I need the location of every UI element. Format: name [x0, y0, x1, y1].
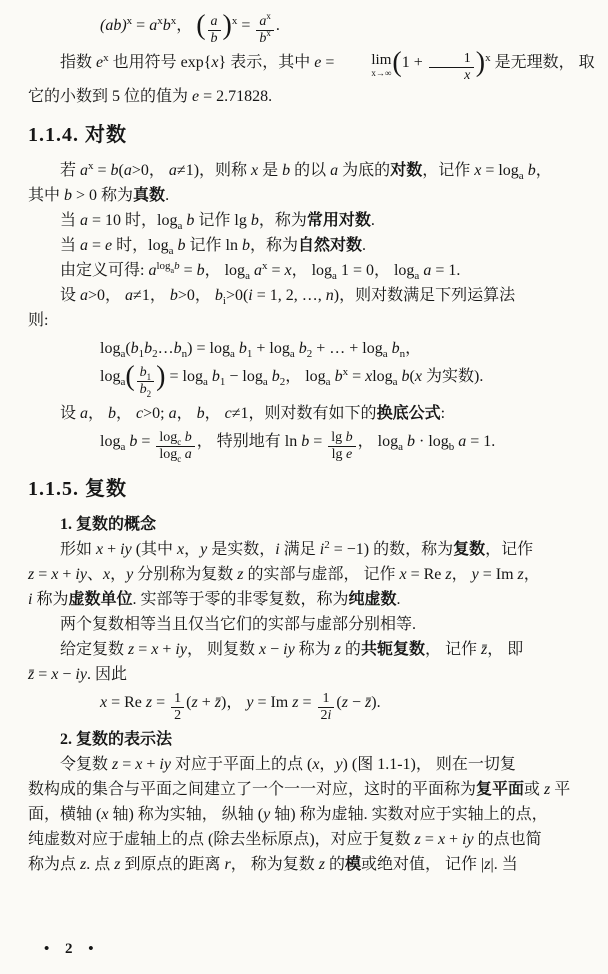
bold-term: 纯虚数: [348, 591, 397, 609]
math-var: z: [341, 694, 348, 712]
math-var: b: [210, 31, 218, 46]
math-var: a: [168, 162, 177, 180]
math-var: a: [210, 13, 218, 29]
math-var: b: [397, 368, 410, 386]
para-exp-notation-line1: 指数 $e^x$ 也用符号 exp{x} 表示，其中 e = lim x→∞ (1 + $\frac{1}{x}$ )$^x$ 是无理数， 取: [60, 47, 595, 84]
page-number: • 2 •: [44, 941, 100, 957]
math-var: a: [148, 262, 157, 280]
formula-re-im: x = Re z = $\frac{1}{2}$ (z + z̄)， y = Im z = $\frac{1}{2i}$ (z − z̄).: [100, 691, 381, 724]
fraction: $\frac{\text{lg b}}{\text{lg e}}$: [326, 430, 357, 463]
math-var: z̄: [480, 641, 488, 659]
math-var: x: [101, 806, 109, 824]
math-var: y: [335, 756, 343, 774]
bold-term: 真数: [133, 187, 166, 205]
para-complex-equality: 两个复数相等当且仅当它们的实部与虚部分别相等.: [60, 616, 417, 634]
math-var: b: [173, 340, 182, 358]
math-var: x: [100, 694, 108, 712]
bold-term: 换底公式: [376, 405, 441, 423]
math-var: y: [471, 566, 479, 584]
math-var: a: [149, 17, 158, 34]
math-var: b: [214, 287, 223, 305]
math-var: a: [80, 405, 89, 423]
math-var: b: [182, 212, 195, 230]
big-paren: ): [475, 47, 486, 79]
math-var: e: [192, 88, 200, 106]
math-var: b: [130, 340, 139, 358]
math-var: b: [234, 340, 247, 358]
para-complex-plane-line5: 称为点 z. 点 z 到原点的距离 r， 称为复数 z 的模或绝对值， 记作 |z|. 当: [28, 856, 518, 874]
math-var: b: [241, 237, 250, 255]
math-var: b: [259, 31, 267, 46]
para-change-of-base-intro: 设 a， b， c>0; a， b， c≠1，则对数有如下的换底公式:: [60, 405, 446, 423]
math-var: z: [128, 641, 135, 659]
math-var: b: [108, 405, 117, 423]
math-var: z: [544, 781, 551, 799]
math-var: iy: [75, 566, 87, 584]
big-paren: (: [125, 361, 135, 393]
big-paren: (: [196, 10, 206, 41]
math-var: b: [139, 365, 147, 381]
math-var: iy: [462, 831, 474, 849]
math-var: a: [330, 162, 339, 180]
math-var: y: [263, 806, 271, 824]
math-var: x: [51, 566, 59, 584]
para-complex-plane-line2: 数构成的集合与平面之间建立了一个一一对应，这时的平面称为复平面或 z 平: [28, 781, 571, 799]
math-var: z: [292, 694, 299, 712]
math-var: z: [517, 566, 524, 584]
math-var: b: [196, 405, 205, 423]
bold-term: 模: [345, 856, 362, 874]
math-var: b: [267, 368, 280, 386]
fraction: $\frac{b_1}{b_2}$: [135, 365, 157, 398]
math-var: i: [327, 708, 332, 724]
math-var: z: [80, 856, 87, 874]
math-var: b: [523, 162, 536, 180]
para-log-definition-line2: 其中 b > 0 称为真数.: [28, 187, 170, 205]
para-complex-def-line2: z = x + iy、x，y 分别称为复数 z 的实部与虚部， 记作 x = Re z， y = Im z，: [28, 566, 540, 584]
para-complex-plane-line4: 纯虚数对应于虚轴上的点 (除去坐标原点)，对应于复数 z = x + iy 的点也简: [28, 831, 542, 849]
math-var: x: [177, 541, 185, 559]
math-var: a: [80, 237, 89, 255]
math-var: i: [319, 541, 325, 559]
para-conjugate-line1: 给定复数 z = x + iy， 则复数 x − iy 称为 z 的共轭复数， 记作 z̄， 即: [60, 641, 524, 659]
math-var: x: [96, 541, 104, 559]
bold-term: 共轭复数: [360, 641, 425, 659]
math-var: b: [125, 433, 138, 451]
math-var: z: [334, 641, 341, 659]
math-var: b: [169, 287, 178, 305]
math-var: a: [259, 13, 267, 29]
math-var: a: [181, 447, 192, 463]
math-var: n: [325, 287, 334, 305]
fraction: $\frac{1}{2i}$: [316, 691, 337, 724]
bold-term: 复平面: [476, 781, 525, 799]
math-var: x: [51, 666, 59, 684]
bold-term: 自然对数: [297, 237, 362, 255]
math-var: b: [330, 368, 343, 386]
para-exp-notation-line2: 它的小数到 5 位的值为 e = 2.71828.: [28, 88, 273, 106]
math-var: z: [318, 856, 325, 874]
math-var: b: [294, 340, 307, 358]
math-var: x: [312, 756, 320, 774]
math-var: a: [123, 162, 132, 180]
math-var: x: [464, 68, 471, 84]
math-var: x: [414, 368, 422, 386]
limit-operator: lim x→∞: [371, 52, 392, 79]
bold-term: 常用对数: [306, 212, 371, 230]
math-var: b: [174, 260, 180, 273]
big-paren: ): [222, 10, 232, 41]
math-var: b: [64, 187, 73, 205]
para-log-definition-line1: 若 $a^x = b(a>0$， a≠1)，则称 x 是 b 的以 a 为底的对数，记作 $x = \log_a b$，: [60, 160, 552, 183]
fraction: $\frac{1}{2}$: [169, 691, 186, 724]
big-paren: ): [156, 361, 166, 393]
math-var: b: [402, 433, 415, 451]
math-var: z: [237, 566, 244, 584]
fraction: $\frac{1}{x}$: [427, 51, 476, 84]
math-var: z: [145, 694, 153, 712]
fraction: [206, 14, 223, 47]
math-var: a: [168, 405, 177, 423]
math-var: r: [224, 856, 231, 874]
math-var: x: [437, 831, 446, 849]
math-var: x: [474, 162, 482, 180]
math-var: a: [125, 287, 134, 305]
para-common-log: 当 a = 10 时，$\log_a b$ 记作 lg b，称为常用对数.: [60, 212, 375, 233]
math-var: z: [191, 694, 198, 712]
math-var: z: [28, 566, 35, 584]
math-var: b: [181, 430, 192, 446]
math-var: z̄: [365, 694, 372, 712]
math-var: b: [139, 382, 147, 398]
math-var: x: [211, 54, 219, 72]
para-complex-plane-line1: 令复数 z = x + iy 对应于平面上的点 (x，y) (图 1.1-1)， 则在一切复: [60, 756, 516, 774]
para-conjugate-line2: z̄ = x − iy. 因此: [28, 666, 127, 684]
formula-change-of-base: $\log_a b$ = $\frac{\log_c b}{\log_c a}$ ， 特别地有 ln b = $\frac{\text{lg b}}{\text{lg e}}$ ， $\log_a b \cdot \log_b a = 1$.: [100, 430, 496, 465]
math-var: iy: [159, 756, 171, 774]
math-var: a: [80, 287, 89, 305]
para-log-rules-intro-line1: 设 a>0， a≠1， b>0， $b_i>0(i = 1$, 2, …, n)，则对数满足下列运算法: [60, 287, 516, 308]
math-var: x: [135, 756, 143, 774]
math-var: e: [314, 54, 322, 72]
big-paren: (: [392, 47, 402, 79]
math-var: x: [365, 368, 373, 386]
para-complex-def-line1: 形如 x + iy (其中 x，y 是实数，i 满足 $i^2 = -1$) 的数，称为复数，记作: [60, 539, 534, 559]
subheading-complex-concept: 1. 复数的概念: [60, 516, 157, 534]
math-var: (ab): [100, 17, 127, 34]
math-var: b: [207, 368, 220, 386]
math-var: x: [399, 566, 407, 584]
math-var: b: [301, 433, 310, 451]
math-var: x: [251, 162, 259, 180]
math-var: iy: [283, 641, 295, 659]
math-var: i: [248, 287, 253, 305]
math-var: c: [136, 405, 144, 423]
fraction: $\frac{a^x}{b^x}$: [254, 14, 276, 47]
math-var: a: [419, 262, 432, 280]
fraction: $\frac{\log_c b}{\log_c a}$: [154, 430, 196, 463]
math-var: x: [258, 641, 267, 659]
math-var: z̄: [28, 666, 35, 684]
math-var: a: [80, 212, 89, 230]
math-var: a: [454, 433, 467, 451]
para-complex-def-line3: i 称为虚数单位. 实部等于零的非零复数，称为纯虚数.: [28, 591, 401, 609]
math-var: e: [346, 447, 353, 463]
math-var: iy: [120, 541, 132, 559]
para-log-identities: 由定义可得: $a^{log_ab} = b$， $\log_a a^x = x$， $\log_a 1 = 0$， $\log_a a = 1$.: [60, 260, 461, 283]
para-natural-log: 当 a = e 时，$\log_a b$ 记作 ln b，称为自然对数.: [60, 237, 366, 258]
math-var: z: [445, 566, 452, 584]
bold-term: 复数: [453, 541, 486, 559]
bold-term: 对数: [390, 162, 423, 180]
math-var: b: [196, 262, 205, 280]
math-var: y: [200, 541, 208, 559]
math-var: b: [345, 430, 353, 446]
formula-log-product: $\log_a(b_1b_2\dots b_n) = \log_a b_1 + \log_a b_2$ + … + $\log_a b_n$，: [100, 340, 422, 361]
math-var: iy: [175, 641, 187, 659]
math-var: iy: [75, 666, 87, 684]
math-var: b: [282, 162, 291, 180]
math-var: i: [275, 541, 280, 559]
math-var: a: [80, 162, 89, 180]
math-var: b: [110, 162, 119, 180]
math-var: i: [28, 591, 33, 609]
heading-1-1-4-logarithm: 1.1.4. 对数: [28, 124, 127, 147]
math-var: b: [387, 340, 400, 358]
math-var: a: [249, 262, 262, 280]
math-var: x: [284, 262, 292, 280]
math-var: x: [102, 566, 111, 584]
bold-term: 虚数单位: [68, 591, 133, 609]
math-var: z: [112, 756, 119, 774]
formula-log-quotient-power: $\log_a$( $\frac{b_1}{b_2}$ ) = $\log_a b_1 - \log_a b_2$， $\log_a b^x = xlog_a$ b(x 为实数).: [100, 361, 484, 400]
math-var: e: [105, 237, 113, 255]
math-var: b: [173, 237, 186, 255]
formula-power-rules: $(ab)^x = a^xb^x$， ( $\frac{a}{b}$ )$^x$ = $\frac{a^x}{b^x}$ .: [100, 10, 280, 46]
math-var: z: [414, 831, 421, 849]
math-var: x: [151, 641, 159, 659]
math-var: z: [114, 856, 121, 874]
math-var: z: [484, 856, 491, 874]
math-var: y: [246, 694, 254, 712]
subheading-complex-representation: 2. 复数的表示法: [60, 731, 173, 749]
math-var: b: [250, 212, 259, 230]
math-var: c: [224, 405, 232, 423]
para-log-rules-intro-line2: 则:: [28, 312, 49, 330]
math-var: y: [126, 566, 134, 584]
math-var: b: [144, 340, 153, 358]
para-complex-plane-line3: 面，横轴 (x 轴) 称为实轴， 纵轴 (y 轴) 称为虚轴. 实数对应于实轴上的点，: [28, 806, 548, 824]
heading-1-1-5-complex: 1.1.5. 复数: [28, 478, 127, 501]
math-var: z̄: [214, 694, 221, 712]
math-var: e: [96, 54, 104, 72]
math-var: b: [162, 17, 171, 34]
